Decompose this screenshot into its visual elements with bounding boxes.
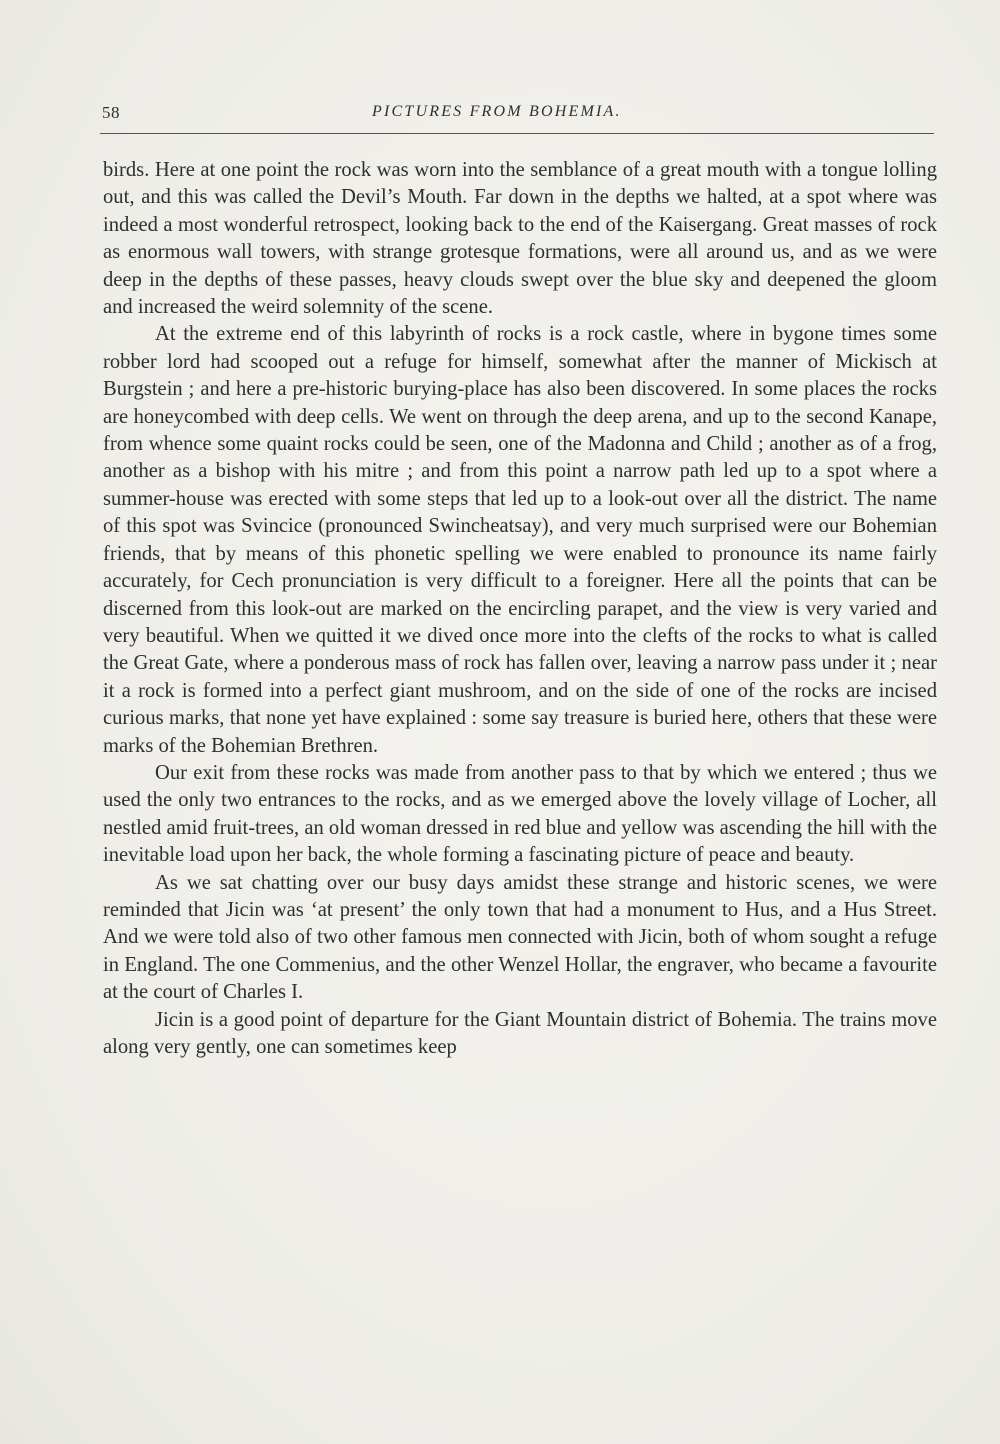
paragraph: Jicin is a good point of departure for the Giant Mountain district of Bohemia. The trains move along very gently, one can sometimes keep: [103, 1008, 937, 1058]
running-head: [102, 103, 936, 131]
page-number: 58: [102, 103, 120, 122]
running-title: PICTURES FROM BOHEMIA.: [372, 103, 622, 120]
paragraph: Our exit from these rocks was made from another pass to that by which we entered ; thus we used the only two entrances to the rocks, and as we emerged above the lovely village of Locher, all nestled amid fruit-trees, an old woman dressed in red blue and yellow was ascending the hill with the inevitable load upon her back, the whole forming a fascinating picture of peace and beauty.: [103, 761, 937, 867]
paragraph: At the extreme end of this labyrinth of rocks is a rock castle, where in bygone times some robber lord had scooped out a refuge for himself, somewhat after the manner of Mickisch at Burgstein ; and here a pre-historic burying-place has also been discovered. In some places the rocks are honeycombed with deep cells. We went on through the deep arena, and up to the second Kanape, from whence some quaint rocks could be seen, one of the Madonna and Child ; another as of a frog, another as a bishop with his mitre ; and from this point a narrow path led up to a spot where a summer-house was erected with some steps that led up to a look-out over all the district. The name of this spot was Svincice (pronounced Swincheatsay), and very much surprised were our Bohemian friends, that by means of this phonetic spelling we were enabled to pronounce its name fairly accurately, for Cech pronunciation is very difficult to a foreigner. Here all the points that can be discerned from this look-out are marked on the encircling parapet, and the view is very varied and very beautiful. When we quitted it we dived once more into the clefts of the rocks to what is called the Great Gate, where a ponderous mass of rock has fallen over, leaving a narrow pass under it ; near it a rock is formed into a perfect giant mushroom, and on the side of one of the rocks are incised curious marks, that none yet have explained : some say treasure is buried here, others that these were marks of the Bohemian Brethren.: [103, 323, 937, 757]
body-text: [103, 157, 937, 1061]
header-rule: [100, 133, 934, 134]
paragraph: As we sat chatting over our busy days amidst these strange and historic scenes, we were reminded that Jicin was ‘at present’ the only town that had a monument to Hus, and a Hus Street. And we were told also of two other famous men connected with Jicin, both of whom sought a refuge in England. The one Commenius, and the other Wenzel Hollar, the engraver, who became a favourite at the court of Charles I.: [103, 871, 937, 1004]
paragraph: birds. Here at one point the rock was worn into the semblance of a great mouth with a tongue lolling out, and this was called the Devil’s Mouth. Far down in the depths we halted, at a spot where was indeed a most wonderful retrospect, looking back to the end of the Kaisergang. Great masses of rock as enormous wall towers, with strange grotesque formations, were all around us, and as we were deep in the depths of these passes, heavy clouds swept over the blue sky and deepened the gloom and increased the weird solemnity of the scene.: [103, 159, 937, 319]
